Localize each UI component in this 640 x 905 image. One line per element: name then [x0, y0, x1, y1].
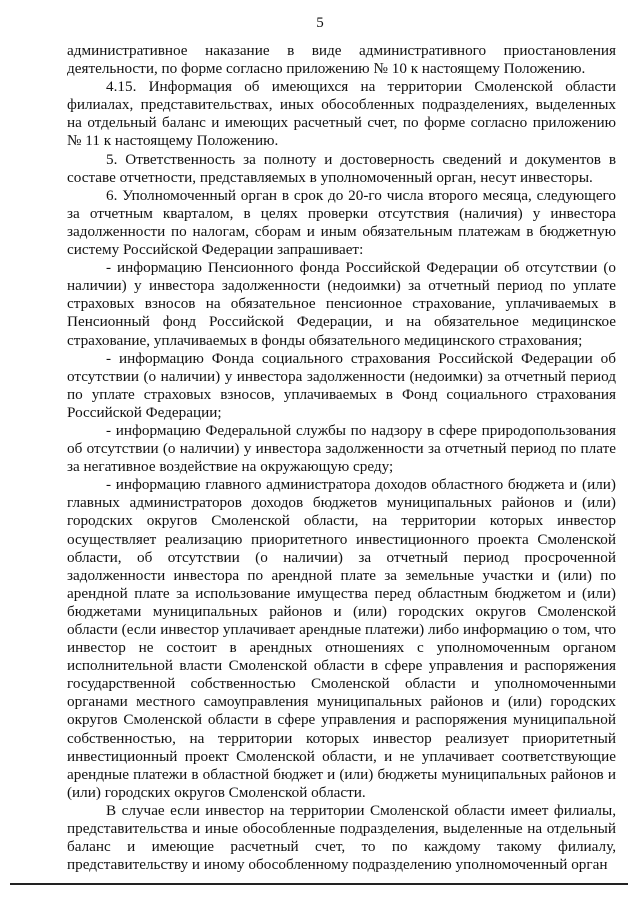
bullet-revenue-administrator: - информацию главного администратора доходов областного бюджета и (или) главных администраторов доходов бюджетов муниципальных районов и (или) городских округов Смоленской области, на территории которых инвестор осуществляет реализацию приоритетного инвестиционного проекта Смоленской области, об отсутствии (о наличии) за отчетный период просроченной задолженности инвестора по арендной плате за земельные участки и (или) по арендной плате за использование имущества перед областным бюджетом и (или) бюджетами муниципальных районов и (или) городских округов Смоленской области (если инвестор уплачивает арендные платежи) либо информацию о том, что инвестор не состоит в арендных отношениях с уполномоченным органом исполнительной власти Смоленской области в сфере управления и распоряжения государственной собственностью Смоленской области и уполномоченными органами местного самоуправления муниципальных районов и (или) городских округов Смоленской области в сфере управления и распоряжения муниципальной собственностью, на территории которых инвестор реализует приоритетный инвестиционный проект Смоленской области, и не уплачивает соответствующие арендные платежи в областной бюджет и (или) бюджеты муниципальных районов и (или) городских округов Смоленской области.	[67, 476, 616, 801]
document-body	[67, 42, 616, 874]
bullet-pension-fund: - информацию Пенсионного фонда Российской Федерации об отсутствии (о наличии) у инвестора задолженности (недоимки) за отчетный период по уплате страховых взносов на обязательное пенсионное страхование, уплачиваемых в Пенсионный фонд Российской Федерации, и на обязательное медицинское страхование, уплачиваемых в фонды обязательного медицинского страхования;	[67, 259, 616, 349]
paragraph-6: 6. Уполномоченный орган в срок до 20-го числа второго месяца, следующего за отчетным кварталом, в целях проверки отсутствия (наличия) у инвестора задолженности по налогам, сборам и иным обязательным платежам в бюджетную систему Российской Федерации запрашивает:	[67, 186, 616, 259]
paragraph-continuation: административное наказание в виде административного приостановления деятельности, по форме согласно приложению № 10 к настоящему Положению.	[67, 42, 616, 78]
bullet-nature-supervision: - информацию Федеральной службы по надзору в сфере природопользования об отсутствии (о наличии) у инвестора задолженности за отчетный период по плате за негативное воздействие на окружающую среду;	[67, 421, 616, 476]
page-number: 5	[316, 15, 324, 31]
paragraph-4-15: 4.15. Информация об имеющихся на территории Смоленской области филиалах, представительствах, иных обособленных подразделениях, выделенных на отдельный баланс и имеющих расчетный счет, по форме согласно приложению № 11 к настоящему Положению.	[67, 78, 616, 150]
bullet-social-insurance-fund: - информацию Фонда социального страхования Российской Федерации об отсутствии (о наличии) у инвестора задолженности (недоимки) за отчетный период по уплате страховых взносов, уплачиваемых в Фонд социального страхования Российской Федерации;	[67, 349, 616, 421]
paragraph-5: 5. Ответственность за полноту и достоверность сведений и документов в составе отчетности, представляемых в уполномоченный орган, несут инвесторы.	[67, 150, 616, 186]
footer-divider	[10, 883, 628, 885]
paragraph-branches: В случае если инвестор на территории Смоленской области имеет филиалы, представительства и иные обособленные подразделения, выделенные на отдельный баланс и имеющие расчетный счет, то по каждому такому филиалу, представительству и иному обособленному подразделению уполномоченный орган	[67, 801, 616, 874]
